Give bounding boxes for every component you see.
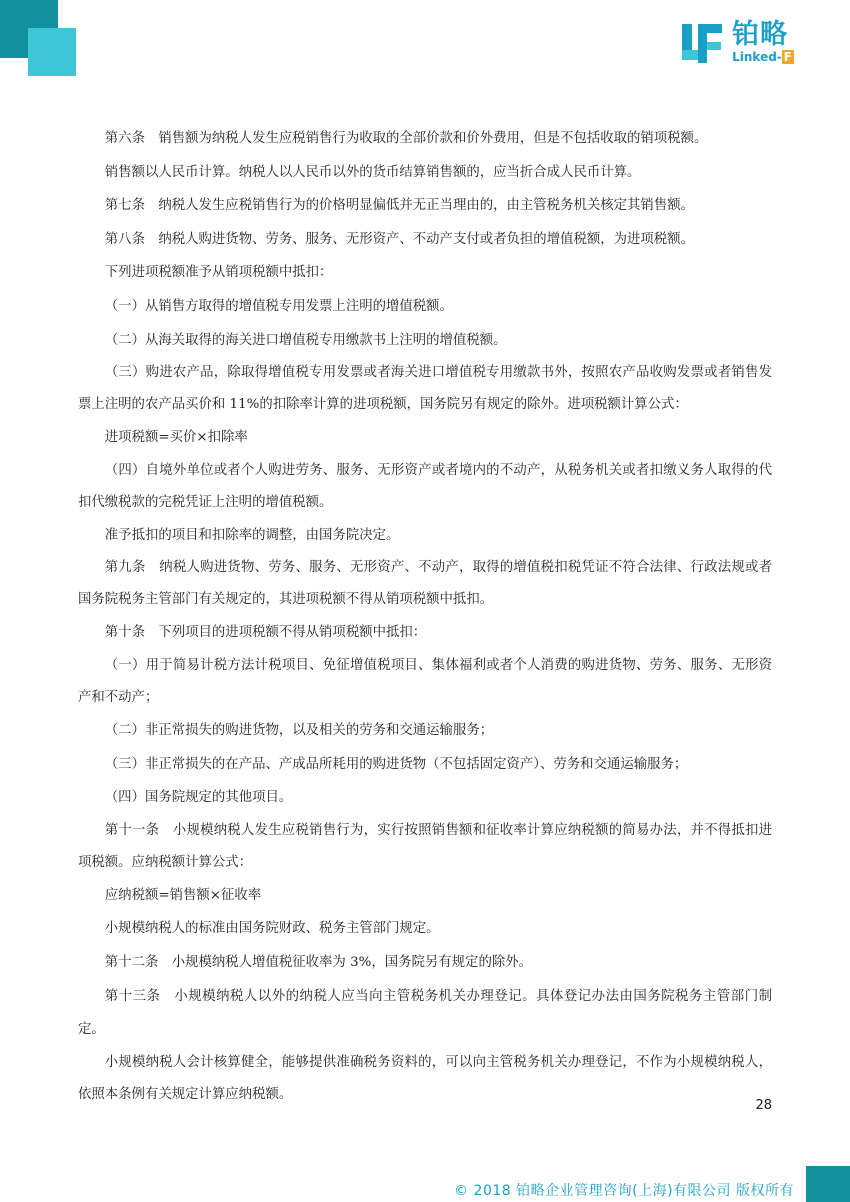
list-item: （三）非正常损失的在产品、产成品所耗用的购进货物（不包括固定资产）、劳务和交通运输服务； <box>104 756 688 772</box>
footer-decoration <box>806 1166 850 1202</box>
paragraph: 下列进项税额准予从销项税额中抵扣： <box>104 265 333 281</box>
paragraph: 小规模纳税人会计核算健全，能够提供准确税务资料的，可以向主管税务机关办理登记，不作为小规模纳税人，依照本条例有关规定计算应纳税额。 <box>78 1054 772 1102</box>
paragraph-article-8: 第八条 纳税人购进货物、劳务、服务、无形资产、不动产支付或者负担的增值税额，为进项税额。 <box>104 231 694 247</box>
paragraph-article-12: 第十二条 小规模纳税人增值税征收率为 3%，国务院另有规定的除外。 <box>104 954 533 970</box>
formula-input-tax: 进项税额=买价×扣除率 <box>104 430 248 446</box>
list-item: （四）国务院规定的其他项目。 <box>104 790 293 806</box>
document-body <box>78 122 772 1111</box>
list-item: （四）自境外单位或者个人购进劳务、服务、无形资产或者境内的不动产，从税务机关或者扣缴义务人取得的代扣代缴税款的完税凭证上注明的增值税额。 <box>78 462 772 510</box>
paragraph: 销售额以人民币计算。纳税人以人民币以外的货币结算销售额的，应当折合成人民币计算。 <box>104 164 641 180</box>
page-number: 28 <box>755 1098 772 1113</box>
list-item: （二）从海关取得的海关进口增值税专用缴款书上注明的增值税额。 <box>104 332 507 348</box>
corner-decoration-light <box>28 28 76 76</box>
paragraph-article-6: 第六条 销售额为纳税人发生应税销售行为收取的全部价款和价外费用，但是不包括收取的销项税额。 <box>104 131 708 146</box>
linked-f-logo-icon <box>680 20 726 66</box>
footer-copyright: © 2018 铂略企业管理咨询(上海)有限公司 版权所有 <box>454 1183 794 1199</box>
list-item: （三）购进农产品，除取得增值税专用发票或者海关进口增值税专用缴款书外，按照农产品收购发票或者销售发票上注明的农产品买价和 11%的扣除率计算的进项税额，国务院另有规定的除外。进项税额计算公式： <box>78 365 772 413</box>
formula-tax-payable: 应纳税额=销售额×征收率 <box>104 887 262 903</box>
list-item: （二）非正常损失的购进货物，以及相关的劳务和交通运输服务； <box>104 722 494 738</box>
list-item: （一）从销售方取得的增值税专用发票上注明的增值税额。 <box>104 298 453 314</box>
paragraph: 准予抵扣的项目和扣除率的调整，由国务院决定。 <box>104 527 400 543</box>
logo-chinese-name: 铂略 <box>732 19 789 50</box>
paragraph-article-7: 第七条 纳税人发生应税销售行为的价格明显偏低并无正当理由的，由主管税务机关核定其销售额。 <box>104 198 694 214</box>
paragraph-article-13: 第十三条 小规模纳税人以外的纳税人应当向主管税务机关办理登记。具体登记办法由国务院税务主管部门制定。 <box>78 988 772 1038</box>
paragraph-article-11: 第十一条 小规模纳税人发生应税销售行为，实行按照销售额和征收率计算应纳税额的简易办法，并不得抵扣进项税额。应纳税额计算公式： <box>78 822 772 870</box>
paragraph-article-10: 第十条 下列项目的进项税额不得从销项税额中抵扣： <box>104 625 427 641</box>
paragraph: 小规模纳税人的标准由国务院财政、税务主管部门规定。 <box>104 921 440 937</box>
logo-english-name: Linked- F <box>732 50 792 64</box>
list-item: （一）用于简易计税方法计税项目、免征增值税项目、集体福利或者个人消费的购进货物、劳务、服务、无形资产和不动产； <box>78 657 772 705</box>
paragraph-article-9: 第九条 纳税人购进货物、劳务、服务、无形资产、不动产，取得的增值税扣税凭证不符合法律、行政法规或者国务院税务主管部门有关规定的，其进项税额不得从销项税额中抵扣。 <box>78 560 772 608</box>
company-logo <box>680 20 794 68</box>
